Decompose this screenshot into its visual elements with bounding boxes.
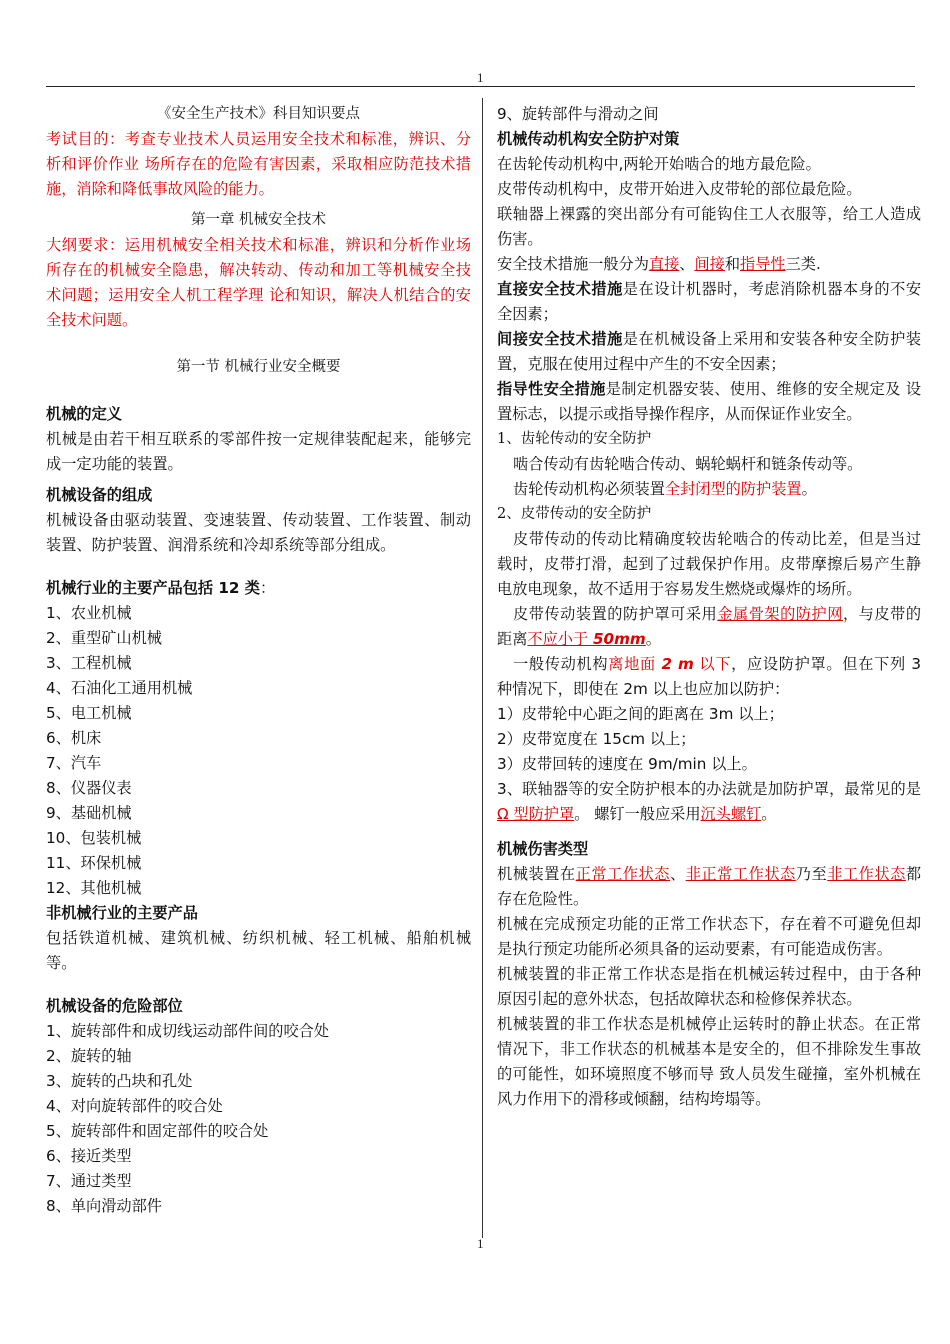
coupling-text-b: 。 螺钉一般应采用 [574,805,701,823]
belt-p3-highlight2: 以下 [693,655,732,673]
definition-heading: 机械的定义 [46,405,122,423]
gear-p2-end: 。 [801,480,817,498]
transmission-heading: 机械传动机构安全防护对策 [497,130,680,148]
definition-text: 机械是由若干相互联系的零部件按一定规律装配起来，能够完成一定功能的装置。 [46,430,471,473]
abnormal-state-text: 机械装置的非正常工作状态是指在机械运转过程中，由于各种原因引起的意外状态，包括故障状态和检修保养状态。 [497,965,921,1008]
right-column [497,102,921,1112]
danger-item: 3、旋转的凸块和孔处 [46,1072,193,1090]
danger-item: 4、对向旋转部件的咬合处 [46,1097,223,1115]
product-item: 11、环保机械 [46,854,142,872]
states-paragraph [497,862,921,912]
column-divider [482,98,483,1238]
danger-parts-heading: 机械设备的危险部位 [46,997,183,1015]
coupling-text: 3、联轴器等的安全防护根本的办法就是加防护罩，最常见的是 [497,780,921,798]
danger-item: 5、旋转部件和固定部件的咬合处 [46,1122,269,1140]
product-item: 2、重型矿山机械 [46,629,162,647]
indirect-term: 间接安全技术措施 [497,330,623,348]
gear-danger-text: 在齿轮传动机构中,两轮开始啮合的地方最危险。 [497,155,821,173]
state-normal: 正常工作状态 [575,865,670,883]
belt-protection-p3 [497,652,921,702]
product-item: 12、其他机械 [46,879,142,897]
state-abnormal: 非正常工作状态 [685,865,796,883]
direct-measure [497,277,921,327]
document-title: 《安全生产技术》科目知识要点 [157,106,360,122]
product-item: 10、包装机械 [46,829,142,847]
danger-item: 1、旋转部件和成切线运动部件间的咬合处 [46,1022,330,1040]
gear-protection-p1: 啮合传动有齿轮啮合传动、蜗轮蜗杆和链条传动等。 [513,455,863,473]
non-machinery-text: 包括铁道机械、建筑机械、纺织机械、轻工机械、船舶机械等。 [46,929,471,972]
belt-p3-text-b: ，应设防护罩。但在下列 3 种情况下，即使在 2m 以上也应加以防护： [497,655,922,698]
measures-and: 和 [724,255,740,273]
belt-case: 3）皮带回转的速度在 9m/min 以上。 [497,755,757,773]
gear-protection-title: 1、齿轮传动的安全防护 [497,431,652,447]
coupling-danger-text: 联轴器上裸露的突出部分有可能钩住工人衣服等，给工人造成伤害。 [497,205,921,248]
danger-item: 6、接近类型 [46,1147,132,1165]
measures-direct: 直接 [648,255,680,273]
injury-heading: 机械伤害类型 [497,840,589,858]
gear-p2-highlight: 全封闭型的防护装置 [664,480,802,498]
guidance-term: 指导性安全措施 [497,380,606,398]
direct-text: 是在设计机器时，考虑消除机器本身的不安全因素； [497,280,922,323]
danger-item: 2、旋转的轴 [46,1047,132,1065]
belt-p3-text: 一般传动机构 [513,655,609,673]
product-item: 9、基础机械 [46,804,132,822]
products-colon: ： [259,579,276,597]
products-heading-line [46,576,471,601]
syllabus-requirement: 大纲要求：运用机械安全相关技术和标准，辨识和分析作业场所存在的机械安全隐患，解决转动、传动和加工等机械安全技术问题；运用安全人机工程学理 论和知识，解决人机结合的安全技术问题。 [46,236,471,329]
states-text: 机械装置在 [497,865,576,883]
product-item: 3、工程机械 [46,654,132,672]
footer-page-number: 1 [477,1236,484,1251]
belt-p2-highlight2: 不应小于 [527,630,593,648]
danger-item-9: 9、旋转部件与滑动之间 [497,105,659,123]
measures-indirect: 间接 [694,255,725,273]
header-page-number: 1 [477,70,484,85]
exam-purpose: 考试目的：考查专业技术人员运用安全技术和标准，辨识、分析和评价作业 场所存在的危险有害因素，采取相应防范技术措施，消除和降低事故风险的能力。 [46,130,471,198]
measures-text: 安全技术措施一般分为 [497,255,649,273]
belt-p2-text-b: ，与皮带的距离 [497,605,922,648]
coupling-highlight: Ω 型防护罩 [497,805,575,823]
products-heading: 机械行业的主要产品包括 12 类 [46,579,260,597]
measures-guidance: 指导性 [740,255,786,273]
belt-p3-highlight: 离地面 [608,655,662,673]
belt-p2-text: 皮带传动装置的防护罩可采用 [513,605,718,623]
product-item: 8、仪器仪表 [46,779,132,797]
direct-term: 直接安全技术措施 [497,280,623,298]
gear-protection-p2 [497,477,921,502]
belt-p3-value: 2 m [661,655,694,673]
normal-state-text: 机械在完成预定功能的正常工作状态下，存在着不可避免但却是执行预定功能所必须具备的运动要素，有可能造成伤害。 [497,915,921,958]
belt-danger-text: 皮带传动机构中，皮带开始进入皮带轮的部位最危险。 [497,180,862,198]
belt-case: 1）皮带轮中心距之间的距离在 3m 以上； [497,705,784,723]
coupling-protection [497,777,921,827]
states-sep: 、 [669,865,686,883]
indirect-measure [497,327,921,377]
composition-heading: 机械设备的组成 [46,486,153,504]
belt-protection-p2 [497,602,921,652]
coupling-highlight2: 沉头螺钉 [700,805,762,823]
guidance-text: 是制定机器安装、使用、维修的安全规定及 设置标志，以提示或指导操作程序，从而保证作业安全。 [497,380,922,423]
belt-p2-end: 。 [645,630,661,648]
measures-end: 三类. [785,255,821,273]
belt-p2-highlight: 金属骨架的防护网 [717,605,843,623]
left-column [46,102,471,1219]
danger-item: 8、单向滑动部件 [46,1197,162,1215]
nonwork-state-text: 机械装置的非工作状态是机械停止运转时的静止状态。在正常情况下，非工作状态的机械基本是安全的，但不排除发生事故的可能性，如环境照度不够而导 致人员发生碰撞，室外机械在风力作用下的滑移或倾翻，结构垮塌等。 [497,1015,921,1108]
danger-item: 7、通过类型 [46,1172,132,1190]
composition-text: 机械设备由驱动装置、变速装置、传动装置、工作装置、制动装置、防护装置、润滑系统和冷却系统等部分组成。 [46,511,471,554]
product-item: 7、汽车 [46,754,102,772]
belt-case: 2）皮带宽度在 15cm 以上； [497,730,696,748]
header-rule [46,86,915,87]
coupling-end: 。 [761,805,777,823]
belt-protection-p1: 皮带传动的传动比精确度较齿轮啮合的传动比差，但是当过载时，皮带打滑，起到了过载保护作用。皮带摩擦后易产生静电放电现象，故不适用于容易发生燃烧或爆炸的场所。 [497,530,921,598]
states-end: 都存在危险性。 [497,865,922,908]
belt-p2-value: 50mm [592,630,646,648]
product-item: 1、农业机械 [46,604,132,622]
states-text-b: 乃至 [795,865,828,883]
gear-p2-text: 齿轮传动机构必须装置 [513,480,665,498]
state-nonwork: 非工作状态 [827,865,906,883]
guidance-measure [497,377,921,427]
non-machinery-heading: 非机械行业的主要产品 [46,904,198,922]
product-item: 6、机床 [46,729,102,747]
section-title: 第一节 机械行业安全概要 [176,359,341,375]
measures-line [497,252,921,277]
indirect-text: 是在机械设备上采用和安装各种安全防护装置，克服在使用过程中产生的不安全因素； [497,330,922,373]
product-item: 4、石油化工通用机械 [46,679,193,697]
product-item: 5、电工机械 [46,704,132,722]
measures-sep: 、 [679,255,695,273]
chapter-title: 第一章 机械安全技术 [190,212,327,228]
belt-protection-title: 2、皮带传动的安全防护 [497,506,652,522]
